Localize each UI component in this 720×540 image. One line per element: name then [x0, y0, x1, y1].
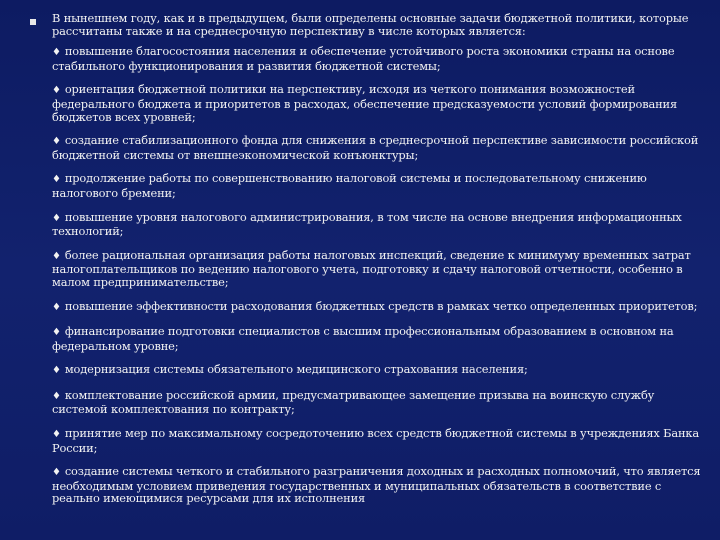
list-item [52, 300, 712, 315]
list-item-text: повышение уровня налогового администрирования, в том числе на основе внедрения информационных технологий; [52, 209, 682, 239]
list-item-text: повышение эффективности расходования бюджетных средств в рамках четко определенных приоритетов; [64, 298, 698, 313]
list-item-text: комплектование российской армии, предусматривающее замещение призыва на воинскую службу системой комплектования по контракту; [52, 387, 655, 417]
list-item [52, 45, 712, 72]
intro-paragraph: В нынешнем году, как и в предыдущем, были определены основные задачи бюджетной политики, которые рассчитаны также и на среднесрочную перспективу в числе которых является: [52, 11, 689, 38]
list-item-text: принятие мер по максимальному сосредоточению всех средств бюджетной системы в учреждениях Банка России; [52, 426, 700, 455]
list-item-text: финансирование подготовки специалистов с высшим профессиональным образованием в основном на федеральном уровне; [52, 324, 674, 353]
list-item [52, 172, 712, 199]
list-item [52, 134, 712, 161]
diamond-bullet-icon: ♦ [52, 467, 61, 479]
diamond-bullet-icon: ♦ [52, 429, 61, 441]
list-item-text: продолжение работы по совершенствованию налоговой системы и последовательному снижению налогового бремени; [52, 171, 647, 200]
diamond-bullet-icon: ♦ [52, 47, 61, 59]
diamond-bullet-icon: ♦ [52, 250, 61, 262]
diamond-bullet-icon: ♦ [52, 301, 61, 313]
diamond-bullet-icon: ♦ [52, 390, 61, 402]
list-item [52, 465, 712, 505]
square-bullet-icon [30, 19, 36, 25]
list-item-text: более рациональная организация работы налоговых инспекций, сведение к минимуму временных затрат налогоплательщиков по ведению налогового учета, подготовку и сдачу налоговой отчетности, особенно в малом предпринимательстве; [52, 247, 691, 289]
list-item [52, 83, 712, 123]
list-item-text: повышение благосостояния населения и обеспечение устойчивого роста экономики страны на основе стабильного функционирования и развития бюджетной системы; [52, 44, 675, 73]
task-list [52, 45, 712, 505]
list-item [52, 249, 712, 289]
list-item-text: создание системы четкого и стабильного разграничения доходных и расходных полномочий, что является необходимым условием приведения государственных и муниципальных обязательств в соответствие с реально имеющимися ресурсами для их исполнения [52, 464, 701, 506]
slide-content [52, 12, 712, 516]
list-item [52, 325, 712, 352]
diamond-bullet-icon: ♦ [52, 327, 61, 339]
diamond-bullet-icon: ♦ [52, 136, 61, 148]
diamond-bullet-icon: ♦ [52, 365, 61, 377]
diamond-bullet-icon: ♦ [52, 85, 61, 97]
list-item-text: модернизация системы обязательного медицинского страхования населения; [64, 362, 528, 377]
list-item [52, 211, 712, 238]
diamond-bullet-icon: ♦ [52, 212, 61, 224]
list-item [52, 363, 712, 378]
list-item-text: ориентация бюджетной политики на перспективу, исходя из четкого понимания возможностей федерального бюджета и приоритетов в расходах, обеспечение предсказуемости условий формирования бюджетов всех уровней; [52, 82, 678, 124]
list-item [52, 427, 712, 454]
diamond-bullet-icon: ♦ [52, 174, 61, 186]
list-item [52, 389, 712, 416]
list-item-text: создание стабилизационного фонда для снижения в среднесрочной перспективе зависимости российской бюджетной системы от внешнеэкономической конъюнктуры; [52, 133, 699, 162]
